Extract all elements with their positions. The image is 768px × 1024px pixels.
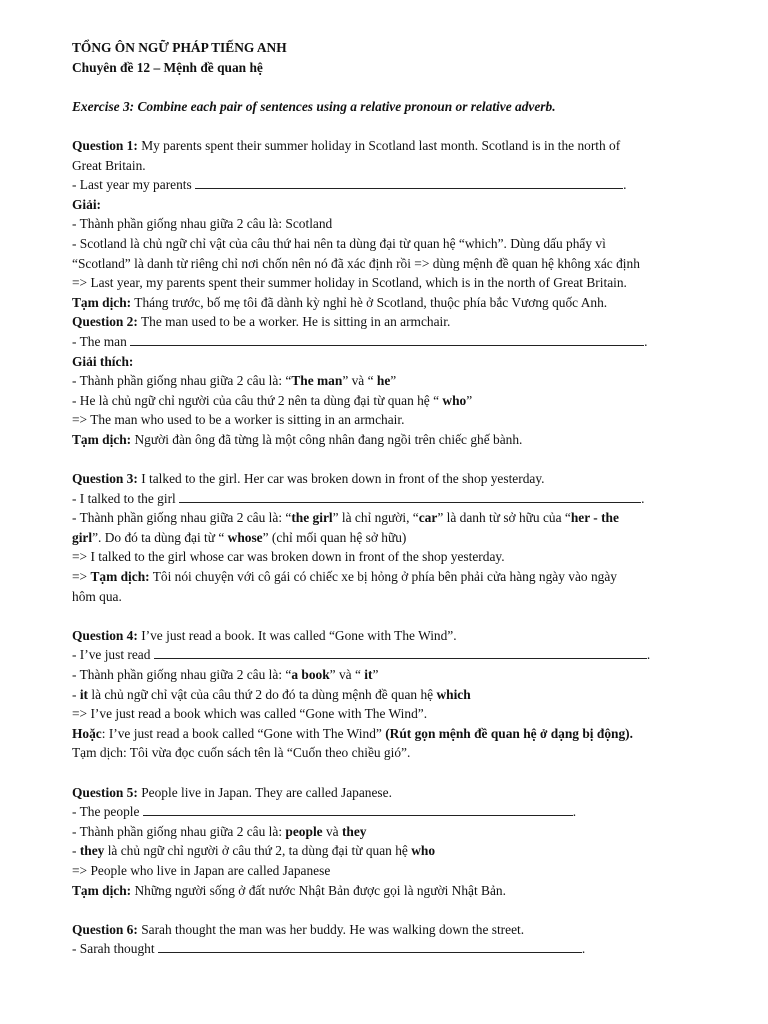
explanation-line: girl”. Do đó ta dùng đại từ “ whose” (chỉ mối quan hệ sở hữu) (72, 529, 407, 545)
explanation-line: - Thành phần giống nhau giữa 2 câu là: “the girl” là chỉ người, “car” là danh từ sở hữu của “her - the (72, 510, 619, 526)
translation-line: Tạm dịch: Người đàn ông đã từng là một công nhân đang ngồi trên chiếc ghế bành. (72, 431, 523, 447)
explanation-line: “Scotland” là danh từ riêng chỉ nơi chốn nên nó đã xác định rồi => dùng mệnh đề quan hệ không xác định (72, 255, 640, 271)
document-title: TỔNG ÔN NGỮ PHÁP TIẾNG ANH (72, 40, 287, 55)
answer-line: => People who live in Japan are called Japanese (72, 862, 331, 878)
alternative-answer-line: Hoặc: I’ve just read a book called “Gone with The Wind” (Rút gọn mệnh đề quan hệ ở dạng bị động). (72, 725, 633, 741)
answer-blank[interactable] (158, 940, 582, 953)
translation-line: hôm qua. (72, 588, 122, 604)
explanation-line: - Thành phần giống nhau giữa 2 câu là: people và they (72, 823, 367, 839)
explanation-line: - it là chủ ngữ chỉ vật của câu thứ 2 do đó ta dùng mệnh đề quan hệ which (72, 686, 471, 702)
question-3: Question 3: I talked to the girl. Her car was broken down in front of the shop yesterday. (72, 471, 545, 487)
answer-line: => Last year, my parents spent their summer holiday in Scotland, which is in the north of Great Britain. (72, 275, 627, 291)
question-5: Question 5: People live in Japan. They are called Japanese. (72, 784, 392, 800)
question-6-prompt: - Sarah thought . (72, 941, 586, 957)
answer-blank[interactable] (179, 490, 641, 503)
question-4: Question 4: I’ve just read a book. It was called “Gone with The Wind”. (72, 627, 457, 643)
question-4-prompt: - I’ve just read . (72, 647, 651, 663)
answer-blank[interactable] (143, 803, 573, 816)
question-1: Question 1: My parents spent their summer holiday in Scotland last month. Scotland is in the north of (72, 137, 621, 153)
question-2-prompt: - The man . (72, 333, 648, 349)
explanation-line: - Thành phần giống nhau giữa 2 câu là: Scotland (72, 216, 333, 232)
answer-blank[interactable] (130, 333, 644, 346)
exercise-instruction: Exercise 3: Combine each pair of sentences using a relative pronoun or relative adverb. (72, 98, 556, 114)
question-1-cont: Great Britain. (72, 157, 146, 173)
explanation-line: - they là chủ ngữ chỉ người ở câu thứ 2, ta dùng đại từ quan hệ who (72, 843, 436, 859)
question-1-prompt: - Last year my parents . (72, 177, 627, 193)
question-6: Question 6: Sarah thought the man was her buddy. He was walking down the street. (72, 921, 525, 937)
document-page (72, 38, 717, 959)
translation-line: Tạm dịch: Tôi vừa đọc cuốn sách tên là “Cuốn theo chiều gió”. (72, 745, 411, 761)
translation-line: => Tạm dịch: Tôi nói chuyện với cô gái có chiếc xe bị hỏng ở phía bên phải cửa hàng ngày vào ngày (72, 569, 617, 585)
answer-blank[interactable] (154, 646, 647, 659)
solution-heading: Giải thích: (72, 353, 134, 369)
solution-heading: Giải: (72, 196, 102, 212)
question-5-prompt: - The people . (72, 804, 577, 820)
explanation-line: - Thành phần giống nhau giữa 2 câu là: “The man” và “ he” (72, 373, 397, 389)
answer-line: => I talked to the girl whose car was broken down in front of the shop yesterday. (72, 549, 505, 565)
answer-line: => The man who used to be a worker is sitting in an armchair. (72, 412, 405, 428)
translation-line: Tạm dịch: Tháng trước, bố mẹ tôi đã dành kỳ nghỉ hè ở Scotland, thuộc phía bắc Vương quốc Anh. (72, 294, 608, 310)
answer-line: => I’ve just read a book which was called “Gone with The Wind”. (72, 706, 428, 722)
explanation-line: - Scotland là chủ ngữ chỉ vật của câu thứ hai nên ta dùng đại từ quan hệ “which”. Dùng dấu phẩy vì (72, 235, 606, 251)
translation-line: Tạm dịch: Những người sống ở đất nước Nhật Bản được gọi là người Nhật Bản. (72, 882, 506, 898)
explanation-line: - He là chủ ngữ chỉ người của câu thứ 2 nên ta dùng đại từ quan hệ “ who” (72, 392, 473, 408)
exercise-label: Exercise 3 (72, 98, 130, 114)
question-3-prompt: - I talked to the girl . (72, 490, 645, 506)
answer-blank[interactable] (195, 176, 623, 189)
document-subtitle: Chuyên đề 12 – Mệnh đề quan hệ (72, 59, 263, 75)
explanation-line: - Thành phần giống nhau giữa 2 câu là: “a book” và “ it” (72, 667, 379, 682)
question-2: Question 2: The man used to be a worker. He is sitting in an armchair. (72, 314, 451, 330)
